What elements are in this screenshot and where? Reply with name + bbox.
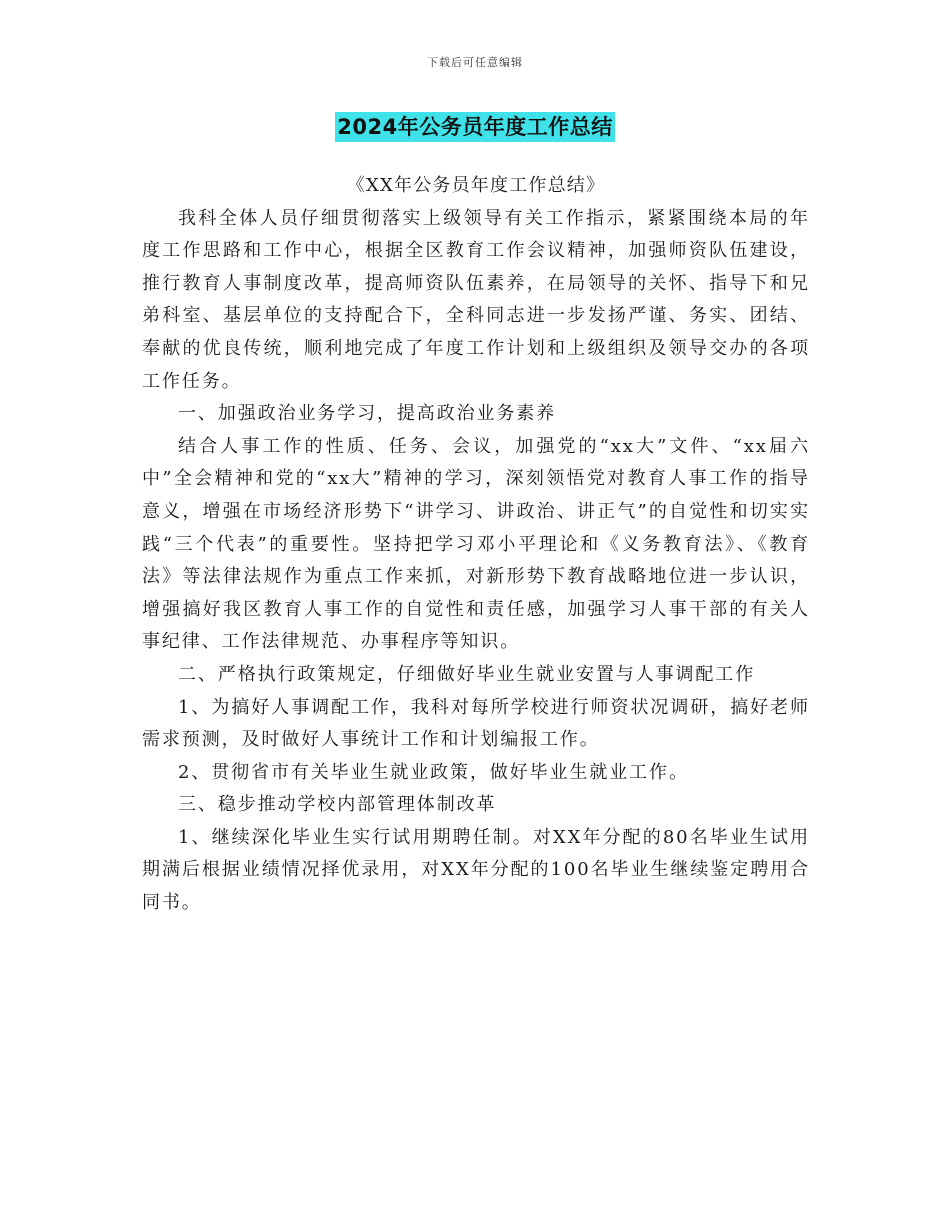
document-title: 2024年公务员年度工作总结 bbox=[335, 112, 614, 142]
section-heading-2: 二、严格执行政策规定，仔细做好毕业生就业安置与人事调配工作 bbox=[178, 663, 756, 685]
paragraph-item-3-1: 1、继续深化毕业生实行试用期聘任制。对XX年分配的80名毕业生试用期满后根据业绩情况择优录用，对XX年分配的100名毕业生继续鉴定聘用合同书。 bbox=[142, 826, 810, 914]
document-subtitle: 《XX年公务员年度工作总结》 bbox=[346, 175, 606, 196]
section-heading-3: 三、稳步推动学校内部管理体制改革 bbox=[178, 794, 497, 816]
paragraph-item-2-2: 2、贯彻省市有关毕业生就业政策，做好毕业生就业工作。 bbox=[178, 761, 689, 783]
header-note: 下载后可任意编辑 bbox=[427, 56, 523, 69]
paragraph-item-2-1: 1、为搞好人事调配工作，我科对每所学校进行师资状况调研，搞好老师需求预测，及时做好人事统计工作和计划编报工作。 bbox=[142, 696, 810, 751]
paragraph-section-1: 结合人事工作的性质、任务、会议，加强党的“xx大”文件、“xx届六中”全会精神和党的“xx大”精神的学习，深刻领悟党对教育人事工作的指导意义，增强在市场经济形势下“讲学习、讲政治、讲正气”的自觉性和切实实践“三个代表”的重要性。坚持把学习邓小平理论和《义务教育法》、《教育法》等法律法规作为重点工作来抓，对新形势下教育战略地位进一步认识，增强搞好我区教育人事工作的自觉性和责任感，加强学习人事干部的有关人事纪律、工作法律规范、办事程序等知识。 bbox=[142, 435, 810, 653]
document-body bbox=[142, 170, 810, 920]
section-heading-1: 一、加强政治业务学习，提高政治业务素养 bbox=[178, 403, 557, 425]
title-wrap bbox=[0, 112, 950, 142]
paragraph-intro: 我科全体人员仔细贯彻落实上级领导有关工作指示，紧紧围绕本局的年度工作思路和工作中心，根据全区教育工作会议精神，加强师资队伍建设，推行教育人事制度改革，提高师资队伍素养，在局领导的关怀、指导下和兄弟科室、基层单位的支持配合下，全科同志进一步发扬严谨、务实、团结、奉献的优良传统，顺利地完成了年度工作计划和上级组织及领导交办的各项工作任务。 bbox=[142, 207, 810, 392]
